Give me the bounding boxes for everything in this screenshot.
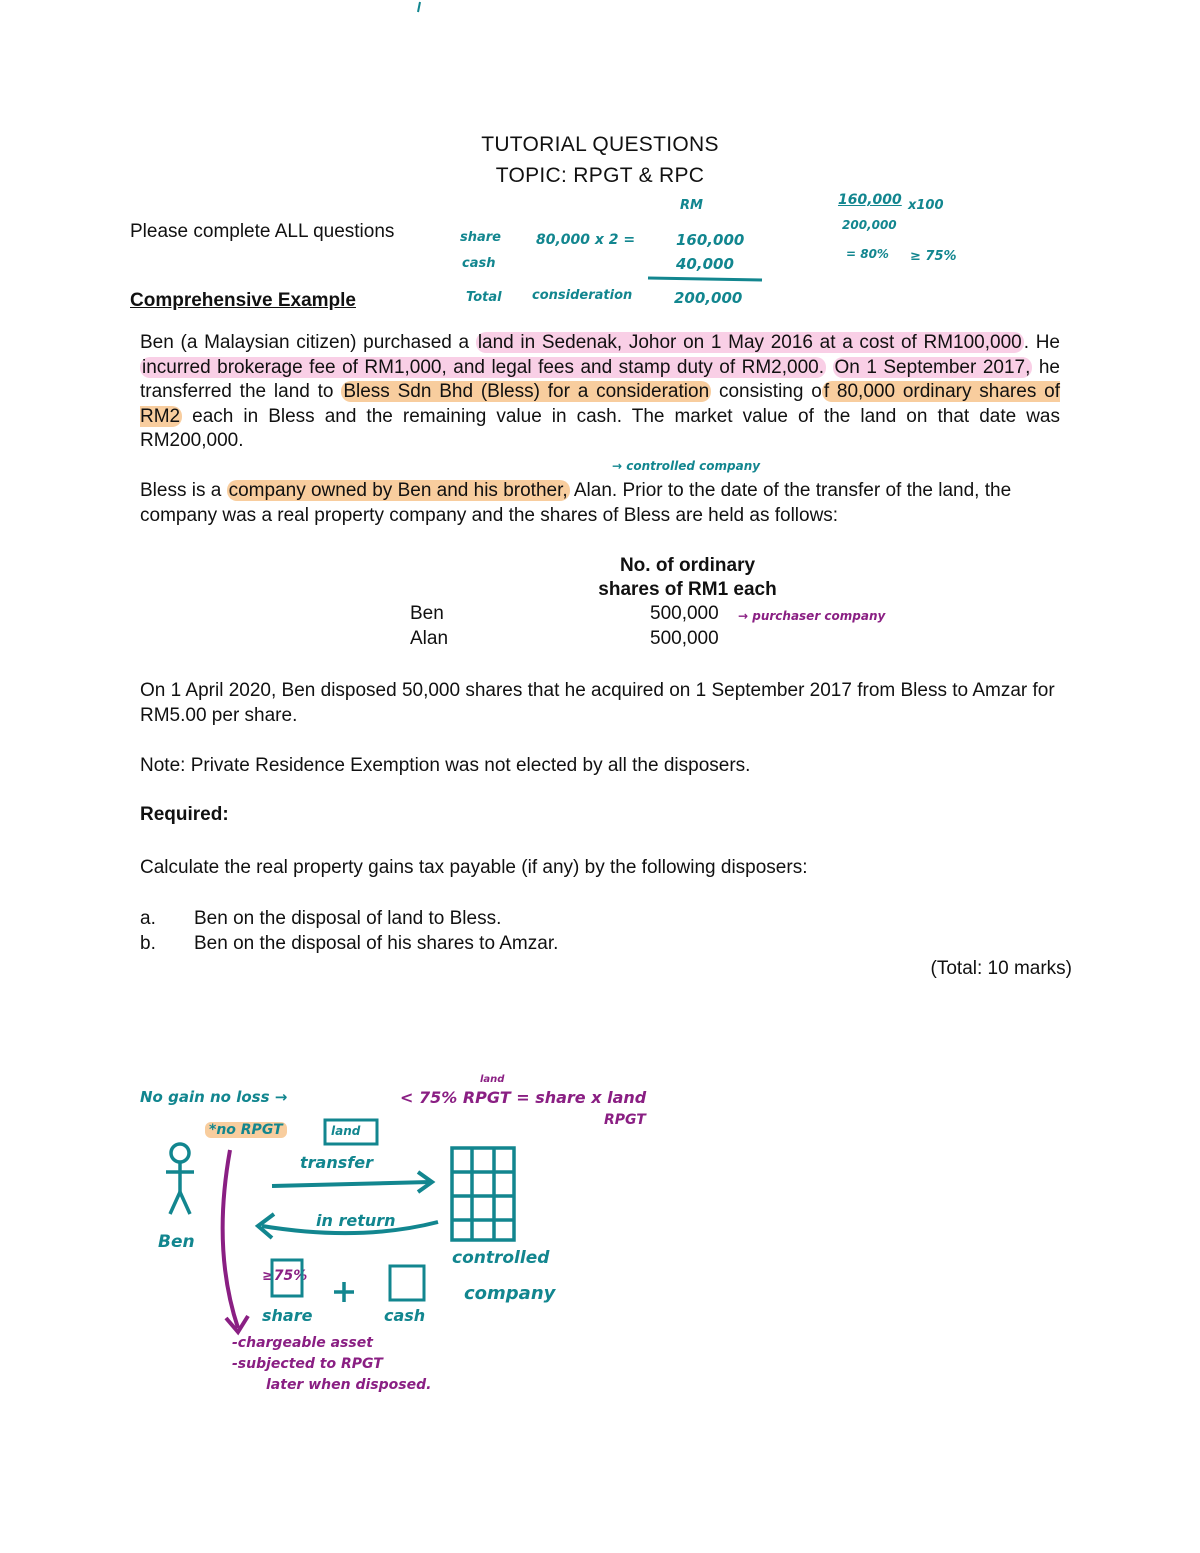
hw-ratio-compare: ≥ 75% [910, 249, 957, 264]
hw-in-return: in return [316, 1211, 396, 1230]
hw-ratio-bottom: 200,000 [842, 218, 897, 232]
required-label: Required: [140, 804, 229, 825]
hw-controlled: controlled [452, 1248, 550, 1268]
text-run: Bless is a [140, 480, 227, 501]
total-marks: (Total: 10 marks) [930, 958, 1072, 979]
hw-transfer: transfer [300, 1153, 373, 1172]
cash-box [390, 1266, 424, 1300]
header-line: shares of RM1 each [598, 579, 777, 600]
hw-no-gain: No gain no loss → [140, 1088, 288, 1106]
transfer-arrow [272, 1182, 430, 1186]
highlight-bless-consideration: Bless Sdn Bhd (Bless) for a consideration [343, 381, 710, 403]
section-heading: Comprehensive Example [130, 290, 356, 311]
header-line: No. of ordinary [619, 555, 756, 576]
plus-sign [334, 1282, 354, 1302]
text-run: consisting o [711, 381, 822, 403]
share-box [272, 1260, 302, 1296]
hw-share: share [262, 1306, 313, 1325]
hw-note-controlled: → controlled company [612, 459, 761, 473]
land-box [325, 1120, 377, 1144]
shareholder-name: Ben [410, 603, 444, 624]
text-run: Alan. Prior to the date of the transfer of the land, the company was a real property company and the shares of Bless are held as follows: [140, 480, 1012, 526]
building-icon [452, 1148, 514, 1240]
paragraph-note: Note: Private Residence Exemption was not elected by all the disposers. [140, 755, 751, 776]
hw-rule-above: land [480, 1074, 505, 1085]
instruction-text: Please complete ALL questions [130, 221, 395, 242]
text-run: Ben (a Malaysian citizen) purchased a [140, 332, 476, 353]
highlight-shares: f 80,000 ordinary shares of RM2 [140, 381, 1060, 427]
purple-arrow [223, 1150, 238, 1328]
text-run: . He [1023, 332, 1060, 353]
text-run: he transferred the land to [140, 356, 1060, 403]
hw-ratio-mult: x100 [908, 198, 944, 213]
calc-underline [648, 278, 762, 280]
hw-share-value: 160,000 [676, 231, 745, 249]
hw-ben: Ben [158, 1232, 195, 1252]
hw-when-disposed: later when disposed. [266, 1377, 432, 1393]
hw-total-value: 200,000 [674, 289, 743, 307]
paragraph-disposal: On 1 April 2020, Ben disposed 50,000 shares that he acquired on 1 September 2017 from Bless to Amzar for RM5.00 per share. [140, 680, 1055, 726]
hw-pct: ≥75% [262, 1268, 308, 1284]
hw-ratio-result: = 80% [846, 247, 889, 261]
hw-subjected: -subjected to RPGT [232, 1356, 383, 1372]
return-arrow [262, 1222, 438, 1233]
top-mark [418, 2, 420, 12]
shareholder-name: Alan [410, 628, 449, 649]
highlight-fees: incurred brokerage fee of RM1,000, and legal fees and stamp duty of RM2,000. [142, 356, 824, 378]
highlight-transfer-date: On 1 September 2017, [834, 356, 1031, 378]
hw-cash-label: cash [462, 256, 496, 271]
hw-share-label: share [460, 230, 501, 245]
hw-rule: < 75% RPGT = share x land [400, 1088, 647, 1107]
hw-calc-head: RM [680, 198, 703, 213]
hw-note-purchaser: → purchaser company [738, 609, 886, 623]
item-text: Ben on the disposal of his shares to Amzar. [194, 933, 559, 954]
hw-chargeable: -chargeable asset [232, 1335, 373, 1351]
required-text: Calculate the real property gains tax payable (if any) by the following disposers: [140, 857, 808, 878]
hw-no-rpgt: *no RPGT [205, 1122, 287, 1138]
hw-cash-value: 40,000 [676, 255, 734, 273]
item-marker: b. [140, 933, 156, 954]
shareholder-shares: 500,000 [650, 603, 719, 624]
hw-ratio-top: 160,000 [838, 192, 902, 208]
hw-total-label: Total [466, 290, 502, 305]
text-run: each in Bless and the remaining value in cash. The market value of the land on that date was RM200,000. [140, 405, 1060, 452]
hw-rule-tail: RPGT [604, 1112, 646, 1128]
hw-cash: cash [384, 1306, 426, 1325]
shareholder-shares: 500,000 [650, 628, 719, 649]
hw-company: company [464, 1283, 556, 1304]
hw-calc-expr: 80,000 x 2 = [536, 232, 636, 248]
item-text: Ben on the disposal of land to Bless. [194, 908, 502, 929]
person-figure [166, 1144, 194, 1214]
document-title: TUTORIAL QUESTIONS [481, 133, 719, 156]
hw-consideration-label: consideration [532, 288, 633, 303]
item-marker: a. [140, 908, 156, 929]
hw-land-box-label: land [331, 1124, 361, 1138]
highlight-owned-by: company owned by Ben and his brother, [228, 480, 568, 501]
document-topic: TOPIC: RPGT & RPC [495, 164, 705, 187]
highlight-land-cost: land in Sedenak, Johor on 1 May 2016 at a cost of RM100,000 [477, 332, 1022, 353]
